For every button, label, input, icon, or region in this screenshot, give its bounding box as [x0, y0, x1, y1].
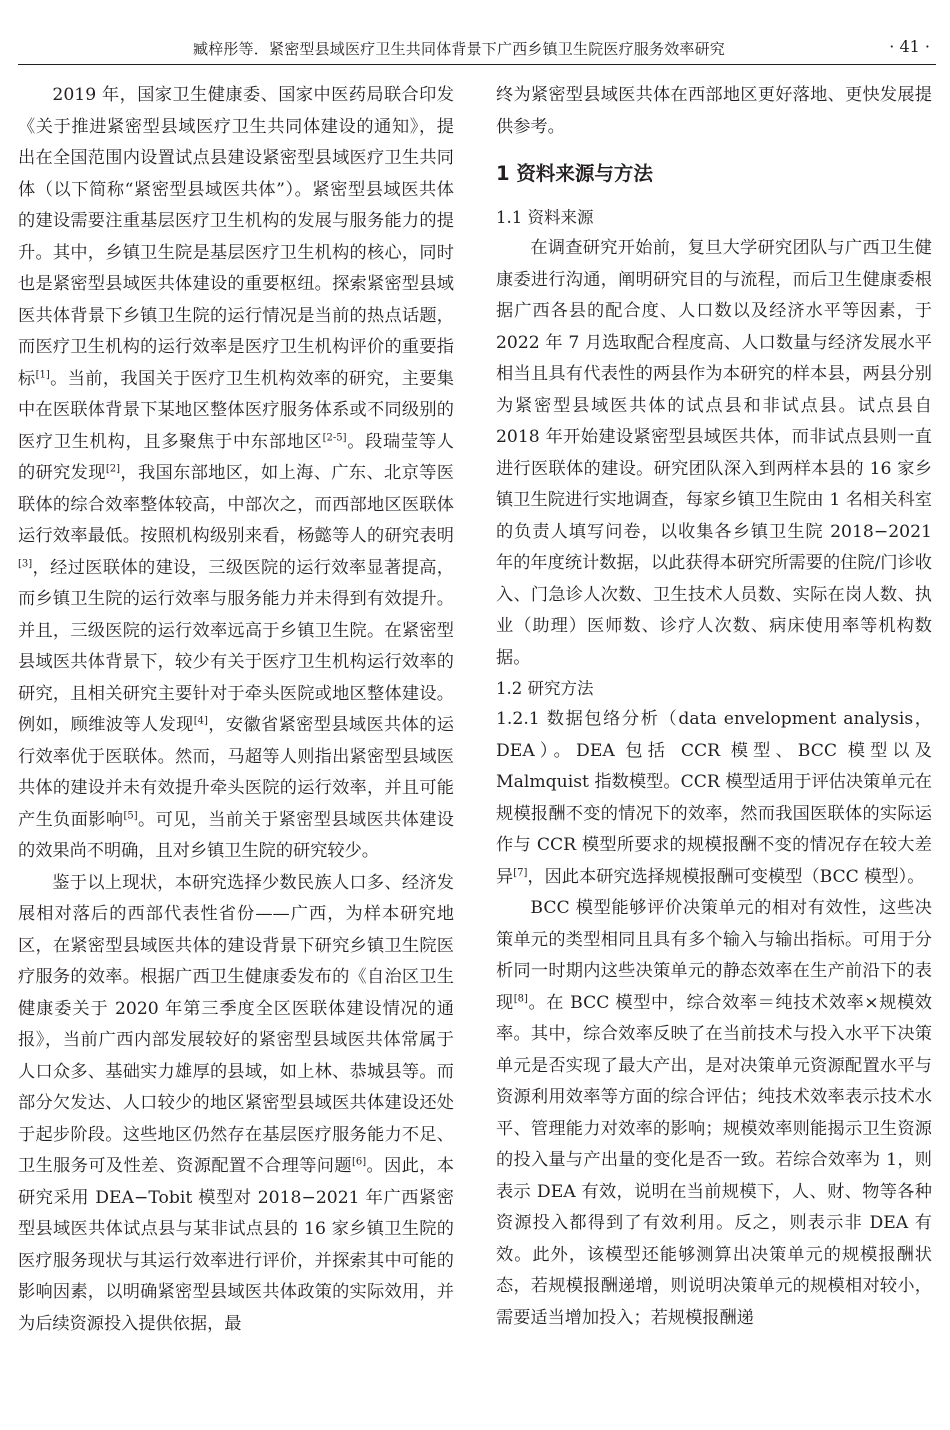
section-heading-1: 1 资料来源与方法 — [496, 162, 653, 185]
running-header — [18, 34, 936, 65]
citation[interactable]: [2-5] — [322, 431, 347, 443]
citation[interactable]: [3] — [18, 557, 33, 569]
data-source-paragraph: 在调查研究开始前，复旦大学研究团队与广西卫生健康委进行沟通，阐明研究目的与流程，而后卫生健康委根据广西各县的配合度、人口数以及经济水平等因素，于 2022 年 7 月选取配合程度高、人口数量与经济发展水平相当且具有代表性的两县作为本研究的样本县，两县分别为紧密型县域医共体的试点县和非试点县。试点县自 2018 年开始建设紧密型县域医共体，而非试点县则一直进行医联体的建设。研究团队深入到两样本县的 16 家乡镇卫生院进行实地调查，每家乡镇卫生院由 1 名相关科室的负责人填写问卷，以收集各乡镇卫生院 2018−2021 年的年度统计数据，以此获得本研究所需要的住院/门诊收入、门急诊人次数、卫生技术人员数、实际在岗人数、执业（助理）医师数、诊疗人次数、病床使用率等机构数据。 — [496, 238, 932, 668]
subsection-heading-1-2: 1.2 研究方法 — [496, 679, 594, 698]
citation[interactable]: [1] — [35, 368, 50, 380]
citation[interactable]: [7] — [513, 866, 528, 878]
citation[interactable]: [6] — [351, 1156, 367, 1168]
running-title: 臧梓彤等．紧密型县域医疗卫生共同体背景下广西乡镇卫生院医疗服务效率研究 — [193, 40, 726, 58]
intro-paragraph-1: 2019 年，国家卫生健康委、国家中医药局联合印发《关于推进紧密型县域医疗卫生共同体建设的通知》，提出在全国范围内设置试点县建设紧密型县域医疗卫生共同体（以下简称“紧密型县域医共体”）。紧密型县域医共体的建设需要注重基层医疗卫生机构的发展与服务能力的提升。其中，乡镇卫生院是基层医疗卫生机构的核心，同时也是紧密型县域医共体建设的重要枢纽。探索紧密型县域医共体背景下乡镇卫生院的运行情况是当前的热点话题，而医疗卫生机构的运行效率是医疗卫生机构评价的重要指标[1]。当前，我国关于医疗卫生机构效率的研究，主要集中在医联体背景下某地区整体医疗服务体系或不同级别的医疗卫生机构，且多聚焦于中东部地区[2-5]。段瑞莹等人的研究发现[2]，我国东部地区，如上海、广东、北京等医联体的综合效率整体较高，中部次之，而西部地区医联体运行效率最低。按照机构级别来看，杨懿等人的研究表明[3]，经过医联体的建设，三级医院的运行效率显著提高，而乡镇卫生院的运行效率与服务能力并未得到有效提升。并且，三级医院的运行效率远高于乡镇卫生院。在紧密型县域医共体背景下，较少有关于医疗卫生机构运行效率的研究，且相关研究主要针对于牵头医院或地区整体建设。例如，顾维波等人发现[4]，安徽省紧密型县域医共体的运行效率优于医联体。然而，马超等人则指出紧密型县域医共体的建设并未有效提升牵头医院的运行效率，并且可能产生负面影响[5]。可见，当前关于紧密型县域医共体建设的效果尚不明确，且对乡镇卫生院的研究较少。 — [18, 85, 454, 861]
subsection-heading-1-1: 1.1 资料来源 — [496, 208, 594, 227]
right-column — [496, 80, 932, 1334]
citation[interactable]: [2] — [105, 463, 121, 475]
citation[interactable]: [8] — [513, 992, 528, 1004]
bcc-paragraph: BCC 模型能够评价决策单元的相对有效性，这些决策单元的类型相同且具有多个输入与输出指标。可用于分析同一时期内这些决策单元的静态效率在生产前沿下的表现[8]。在 BCC 模型中，综合效率＝纯技术效率×规模效率。其中，综合效率反映了在当前技术与投入水平下决策单元是否实现了最大产出，是对决策单元资源配置水平与资源利用效率等方面的综合评估；纯技术效率表示技术水平、管理能力对效率的影响；规模效率则能揭示卫生资源的投入量与产出量的变化是否一致。若综合效率为 1，则表示 DEA 有效，说明在当前规模下，人、财、物等各种资源投入都得到了有效利用。反之，则表示非 DEA 有效。此外，该模型还能够测算出决策单元的规模报酬状态，若规模报酬递增，则说明决策单元的规模相对较小，需要适当增加投入；若规模报酬递 — [496, 898, 932, 1328]
intro-paragraph-2-continued: 终为紧密型县域医共体在西部地区更好落地、更快发展提供参考。 — [496, 85, 932, 137]
dea-paragraph: 1.2.1 数据包络分析（data envelopment analysis，DEA）。DEA 包括 CCR 模型、BCC 模型以及 Malmquist 指数模型。CCR 模型适用于评估决策单元在规模报酬不变的情况下的效率，然而我国医联体的实际运作与 CCR 模型所要求的规模报酬不变的情况存在较大差异[7]，因此本研究选择规模报酬可变模型（BCC 模型）。 — [496, 709, 932, 887]
citation[interactable]: [5] — [123, 809, 138, 821]
page-number: · 41 · — [889, 37, 930, 56]
left-column — [18, 80, 454, 1340]
citation[interactable]: [4] — [193, 715, 208, 727]
intro-paragraph-2: 鉴于以上现状，本研究选择少数民族人口多、经济发展相对落后的西部代表性省份——广西，为样本研究地区，在紧密型县域医共体的建设背景下研究乡镇卫生院医疗服务的效率。根据广西卫生健康委发布的《自治区卫生健康委关于 2020 年第三季度全区医联体建设情况的通报》，当前广西内部发展较好的紧密型县域医共体常属于人口众多、基础实力雄厚的县域，如上林、恭城县等。而部分欠发达、人口较少的地区紧密型县域医共体建设还处于起步阶段。这些地区仍然存在基层医疗服务能力不足、卫生服务可及性差、资源配置不合理等问题[6]。因此，本研究采用 DEA−Tobit 模型对 2018−2021 年广西紧密型县域医共体试点县与某非试点县的 16 家乡镇卫生院的医疗服务现状与其运行效率进行评价，并探索其中可能的影响因素，以明确紧密型县域医共体政策的实际效用，并为后续资源投入提供依据，最 — [18, 872, 454, 1334]
